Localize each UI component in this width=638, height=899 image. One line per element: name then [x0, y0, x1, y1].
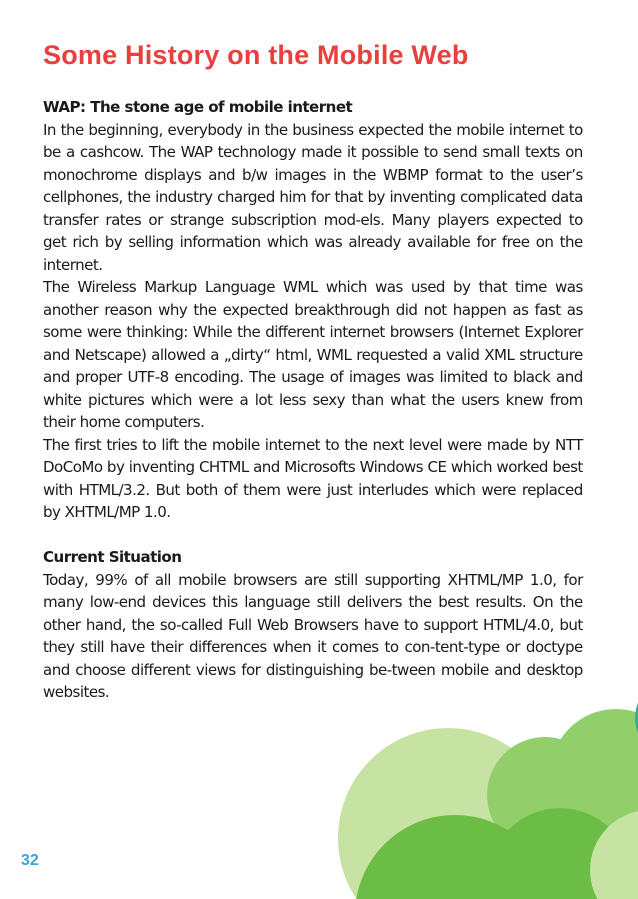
- paragraph: In the beginning, everybody in the business expected the mobile internet to be a cashcow. The WAP technology made it possible to send small texts on monochrome displays and b/w images in the WBMP format to the user’s cellphones, the industry charged him for that by inventing complicated data transfer rates or strange subscription mod-els. Many players expected to get rich by selling information which was already available for free on the internet.: [43, 120, 583, 274]
- article-body: [43, 96, 583, 704]
- paragraph: The Wireless Markup Language WML which was used by that time was another reason why the expected breakthrough did not happen as fast as some were thinking: While the different internet browsers (Internet Explorer and Netscape) allowed a „dirty“ html, WML requested a valid XML structure and proper UTF-8 encoding. The usage of images was limited to black and white pictures which were a lot less sexy than what the users knew from their home computers.: [43, 278, 583, 431]
- section-heading: WAP: The stone age of mobile internet: [43, 98, 353, 116]
- page-number: 32: [21, 852, 39, 869]
- dark-green-circle: [355, 815, 555, 899]
- section-heading: Current Situation: [43, 548, 182, 566]
- section-spacer: [43, 524, 583, 547]
- pale-green-circle: [590, 810, 638, 899]
- dark-green-circle: [488, 808, 632, 899]
- light-green-circle: [487, 737, 603, 853]
- light-green-circle: [550, 709, 638, 841]
- paragraph: Today, 99% of all mobile browsers are still supporting XHTML/MP 1.0, for many low-end devices this language still delivers the best results. On the other hand, the so-called Full Web Browsers have to support HTML/4.0, but they still have their differences when it comes to con-tent-type or doctype and choose different views for distinguishing be-tween mobile and desktop websites.: [43, 570, 583, 701]
- page-title: Some History on the Mobile Web: [43, 40, 469, 70]
- paragraph: The first tries to lift the mobile internet to the next level were made by NTT DoCoMo by inventing CHTML and Microsofts Windows CE which worked best with HTML/3.2. But both of them were just interludes which were replaced by XHTML/MP 1.0.: [43, 435, 583, 521]
- pale-green-circle: [338, 728, 558, 899]
